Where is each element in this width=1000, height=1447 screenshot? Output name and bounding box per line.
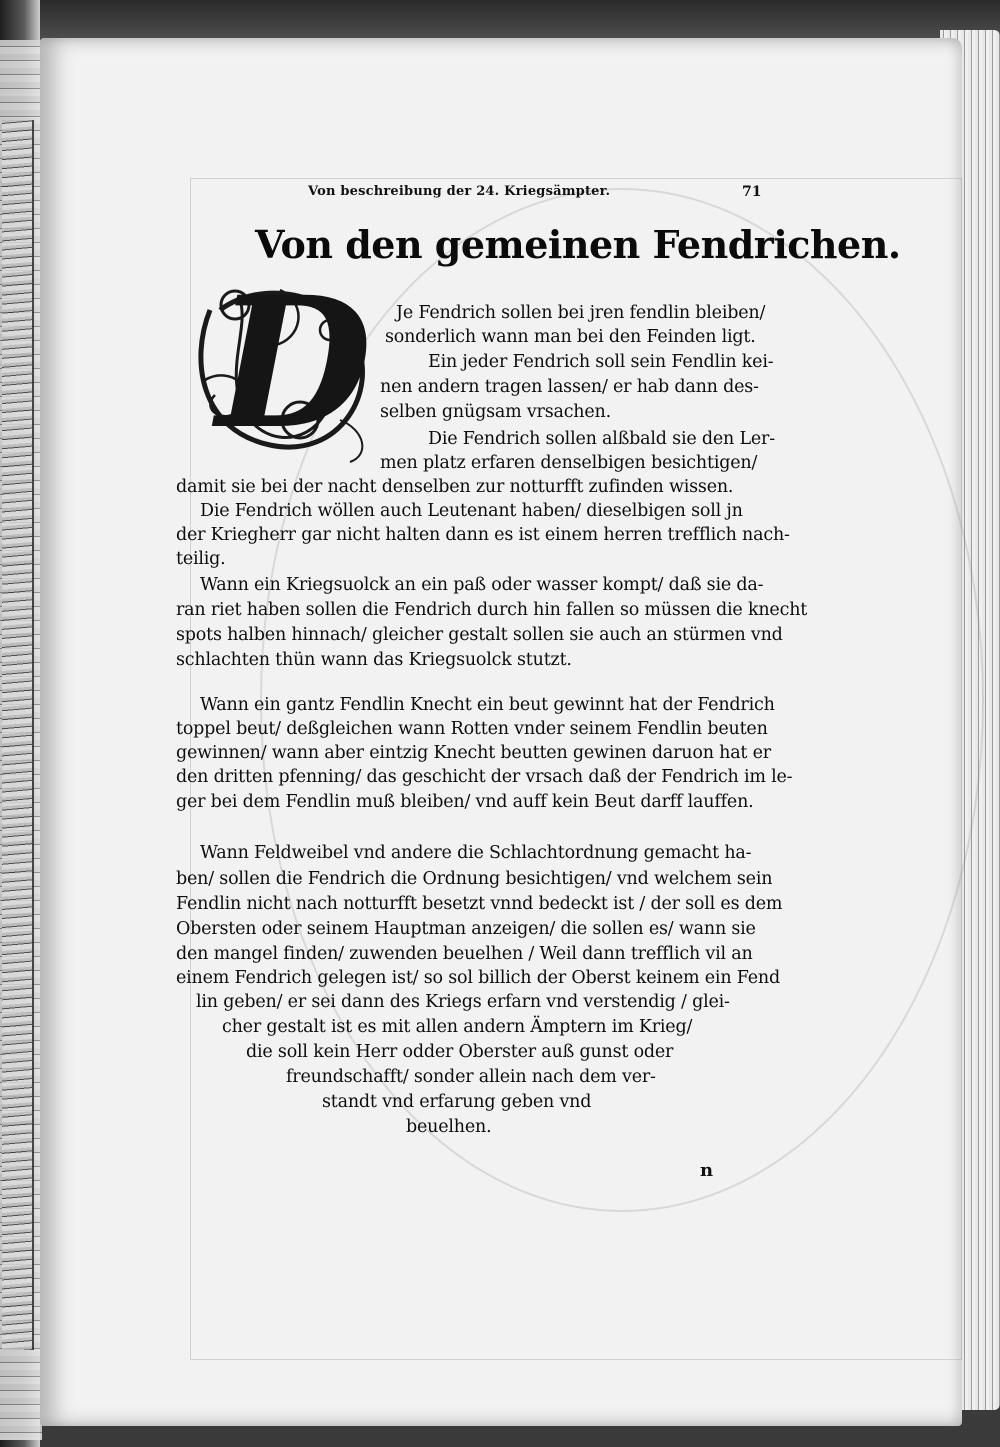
text-line: freundschafft/ sonder allein nach dem ver- (286, 1067, 656, 1087)
text-line: Wann Feldweibel vnd andere die Schlachtordnung gemacht ha- (200, 843, 752, 863)
text-line: Je Fendrich sollen bei jren fendlin bleiben/ (396, 303, 766, 323)
text-line: teilig. (176, 549, 226, 569)
text-line: einem Fendrich gelegen ist/ so sol billich der Oberst keinem ein Fend (176, 968, 780, 988)
text-line: sonderlich wann man bei den Feinden ligt. (385, 327, 756, 347)
text-line: ran riet haben sollen die Fendrich durch hin fallen so müssen die knecht (176, 600, 808, 620)
text-line: den mangel finden/ zuwenden beuelhen / Weil dann trefflich vil an (176, 944, 753, 964)
text-line: lin geben/ er sei dann des Kriegs erfarn vnd verstendig / glei- (196, 992, 730, 1012)
text-line: Die Fendrich sollen alßbald sie den Ler- (428, 429, 775, 449)
chapter-title: Von den gemeinen Fendrichen. (255, 222, 901, 267)
text-line: toppel beut/ deßgleichen wann Rotten vnder seinem Fendlin beuten (176, 719, 768, 739)
text-line: ben/ sollen die Fendrich die Ordnung besichtigen/ vnd welchem sein (176, 869, 773, 889)
scan-background-top (0, 0, 1000, 40)
text-line: Wann ein Kriegsuolck an ein paß oder wasser kompt/ daß sie da- (200, 575, 764, 595)
running-head: Von beschreibung der 24. Kriegsämpter. (308, 184, 611, 199)
text-line: ger bei dem Fendlin muß bleiben/ vnd auff kein Beut darff lauffen. (176, 792, 754, 812)
text-line: spots halben hinnach/ gleicher gestalt sollen sie auch an stürmen vnd (176, 625, 783, 645)
text-line: gewinnen/ wann aber eintzig Knecht beutten gewinen daruon hat er (176, 743, 771, 763)
text-line: der Kriegherr gar nicht halten dann es ist einem herren trefflich nach- (176, 525, 790, 545)
decorated-initial (180, 258, 385, 470)
woodcut-border (2, 120, 34, 1350)
text-line: damit sie bei der nacht denselben zur notturfft zufinden wissen. (176, 477, 734, 497)
text-line: Die Fendrich wöllen auch Leutenant haben/ dieselbigen soll jn (200, 501, 743, 521)
text-line: men platz erfaren denselbigen besichtigen/ (380, 453, 758, 473)
initial-letter: D (216, 258, 373, 469)
text-line: nen andern tragen lassen/ er hab dann des- (380, 377, 759, 397)
text-line: schlachten thün wann das Kriegsuolck stutzt. (176, 650, 572, 670)
text-line: die soll kein Herr odder Oberster auß gunst oder (246, 1042, 674, 1062)
text-line: Wann ein gantz Fendlin Knecht ein beut gewinnt hat der Fendrich (200, 695, 775, 715)
text-line: selben gnügsam vrsachen. (380, 402, 611, 422)
text-line: Obersten oder seinem Hauptman anzeigen/ die sollen es/ wann sie (176, 919, 756, 939)
catchword: n (700, 1160, 714, 1181)
text-line: standt vnd erfarung geben vnd (322, 1092, 592, 1112)
text-line: cher gestalt ist es mit allen andern Ämptern im Krieg/ (222, 1017, 693, 1037)
page-number: 71 (742, 184, 762, 200)
text-line: beuelhen. (406, 1117, 492, 1137)
text-line: den dritten pfenning/ das geschicht der vrsach daß der Fendrich im le- (176, 767, 793, 787)
text-line: Fendlin nicht nach notturfft besetzt vnnd bedeckt ist / der soll es dem (176, 894, 783, 914)
text-line: Ein jeder Fendrich soll sein Fendlin kei- (428, 352, 774, 372)
